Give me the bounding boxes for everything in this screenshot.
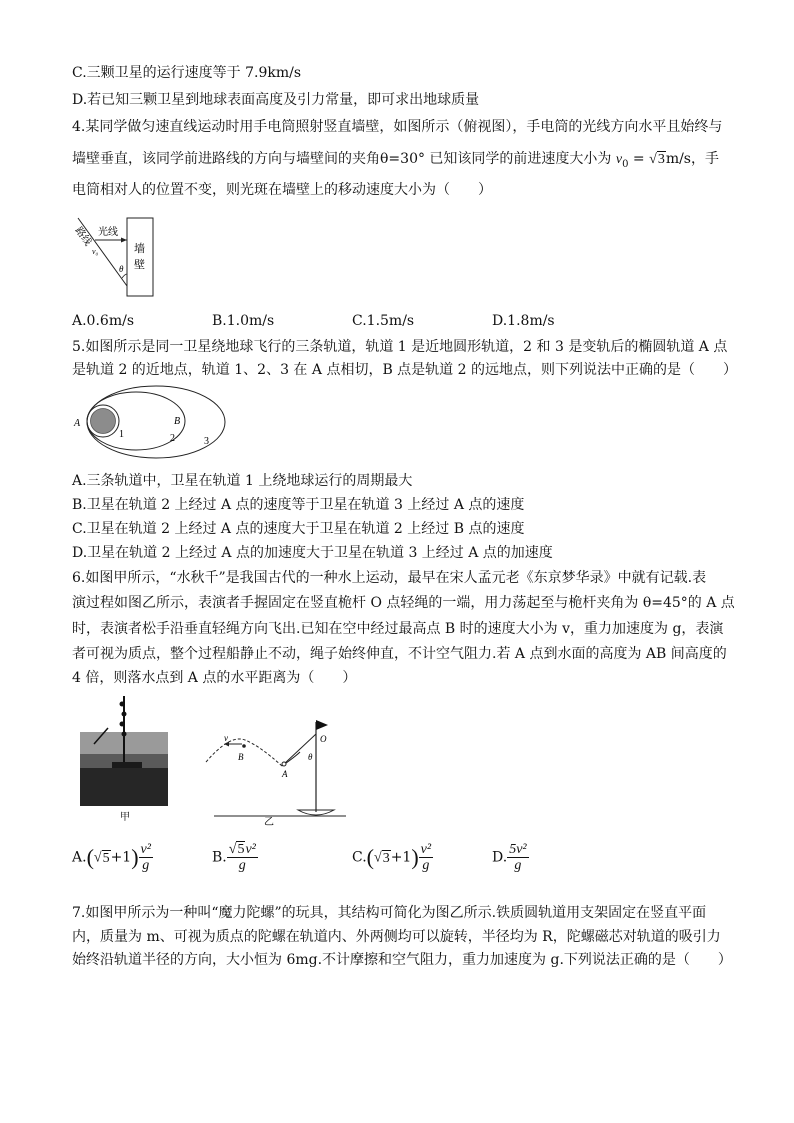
point-a — [282, 762, 286, 766]
q6-stem-line5: 4 倍，则落水点到 A 点的水平距离为（ ） — [72, 670, 357, 686]
q4-eq: = — [628, 151, 650, 167]
q6-stem-line1: 6.如图甲所示，“水秋千”是我国古代的一种水上运动，最早在宋人孟元老《东京梦华录》中就有记载.表 — [72, 570, 707, 586]
q4-option-b: B.1.0m/s — [212, 313, 275, 329]
q6-photo-jia — [80, 692, 172, 822]
q6-stem-line4: 者可视为质点，整个过程船静止不动，绳子始终伸直，不计空气阻力.若 A 点到水面的高度为 AB 间高度的 — [72, 646, 727, 662]
q7-stem-line3: 始终沿轨道半径的方向，大小恒为 6mg.不计摩擦和空气阻力，重力加速度为 g.下列说法正确的是（ ） — [72, 952, 732, 968]
q5-option-a: A.三条轨道中，卫星在轨道 1 上绕地球运行的周期最大 — [72, 473, 413, 489]
q5-label-3: 3 — [204, 436, 209, 447]
q6-option-b: B. $\frac{\text{√5v²}}{g}$ — [212, 842, 256, 873]
q4-theta: θ — [119, 264, 124, 274]
q6-diagram-yi — [200, 712, 350, 826]
q4-text-b: θ=30° 已知该同学的前进速度大小为 — [380, 151, 612, 167]
q3-option-d: D.若已知三颗卫星到地球表面高度及引力常量，即可求出地球质量 — [72, 92, 480, 108]
q6-stem-line2: 演过程如图乙所示，表演者手握固定在竖直桅杆 O 点轻绳的一端，用力荡起至与桅杆夹角为 θ=45°的 A 点 — [72, 595, 735, 611]
q4-route-label: 路线 — [72, 225, 94, 248]
q4-figure — [70, 212, 170, 300]
q6-option-d: D. $\frac{\text{5v²}}{g}$ — [492, 842, 527, 873]
q4-stem-line2 — [72, 150, 732, 174]
q5-option-c: C.卫星在轨道 2 上经过 A 点的速度大于卫星在轨道 2 上经过 B 点的速度 — [72, 521, 525, 537]
q6-stem-line3: 时，表演者松手沿垂直轻绳方向飞出.已知在空中经过最高点 B 时的速度大小为 v，重力加速度为 g，表演 — [72, 621, 724, 637]
q5-option-d: D.卫星在轨道 2 上经过 A 点的加速度大于卫星在轨道 3 上经过 A 点的加速度 — [72, 545, 553, 561]
q6-label-v: v — [224, 733, 228, 743]
q3-option-c: C.三颗卫星的运行速度等于 7.9km/s — [72, 65, 302, 81]
q6-label-a: A — [282, 769, 288, 779]
q4-light-arrow — [121, 238, 127, 243]
q4-option-d: D.1.8m/s — [492, 313, 555, 329]
q5-label-a: A — [74, 418, 81, 429]
q4-root: √3 — [649, 152, 665, 167]
q4-v0-label: v₀ — [92, 247, 99, 256]
q5-stem-line1: 5.如图所示是同一卫星绕地球飞行的三条轨道，轨道 1 是近地圆形轨道，2 和 3 是变轨后的椭圆轨道 A 点 — [72, 339, 728, 355]
q5-label-b: B — [174, 416, 181, 427]
q5-option-b: B.卫星在轨道 2 上经过 A 点的速度等于卫星在轨道 3 上经过 A 点的速度 — [72, 497, 525, 513]
photo-water — [80, 768, 168, 806]
q4-wall-label1: 墙 — [134, 243, 145, 255]
q6-label-b: B — [238, 752, 244, 762]
q4-v-sub: 0 — [622, 158, 629, 170]
q5-label-1: 1 — [119, 429, 124, 440]
q4-stem-line1: 4.某同学做匀速直线运动时用手电筒照射竖直墙壁，如图所示（俯视图），手电筒的光线方向水平且始终与 — [72, 119, 723, 135]
earth — [91, 409, 116, 434]
q4-unit: m/s，手 — [665, 151, 719, 167]
q6-option-c: C.(√3+1) $\frac{\text{v²}}{g}$ — [352, 842, 432, 873]
photo-boat — [112, 762, 142, 768]
point-b — [242, 744, 246, 748]
q5-stem-line2: 是轨道 2 的近地点，轨道 1、2、3 在 A 点相切，B 点是轨道 2 的远地点，则下列说法中正确的是（ ） — [72, 362, 737, 378]
q4-option-a: A.0.6m/s — [72, 313, 135, 329]
photo-figure — [122, 732, 127, 737]
q4-angle-arc — [122, 274, 127, 278]
q7-stem-line1: 7.如图甲所示为一种叫“魔力陀螺”的玩具，其结构可简化为图乙所示.铁质圆轨道用支架固定在竖直平面 — [72, 905, 707, 921]
flag — [316, 720, 328, 730]
q5-orbit-figure — [70, 384, 230, 460]
q6-label-o: O — [320, 734, 327, 744]
q6-theta: θ — [308, 752, 313, 762]
q6-label-jia: 甲 — [120, 812, 130, 822]
q6-label-yi: 乙 — [264, 817, 274, 826]
q7-stem-line2: 内，质量为 m、可视为质点的陀螺在轨道内、外两侧均可以旋转，半径均为 R，陀螺磁芯对轨道的吸引力 — [72, 929, 721, 945]
q4-stem-line3: 电筒相对人的位置不变，则光斑在墙壁上的移动速度大小为（ ） — [72, 182, 492, 198]
q4-wall-label2: 壁 — [134, 259, 145, 271]
photo-figure — [120, 722, 125, 727]
q4-wall — [127, 218, 153, 296]
q6-option-a: A.(√5+1) $\frac{\text{v²}}{g}$ — [72, 842, 151, 873]
q4-text-a: 墙壁垂直，该同学前进路线的方向与墙壁间的夹角 — [72, 151, 380, 167]
q4-light-label: 光线 — [98, 227, 118, 238]
q4-v-symbol: v — [615, 152, 623, 167]
photo-figure — [120, 702, 125, 707]
q5-label-2: 2 — [170, 433, 175, 444]
q4-option-c: C.1.5m/s — [352, 313, 415, 329]
trajectory-left — [206, 739, 282, 766]
photo-figure — [122, 712, 127, 717]
